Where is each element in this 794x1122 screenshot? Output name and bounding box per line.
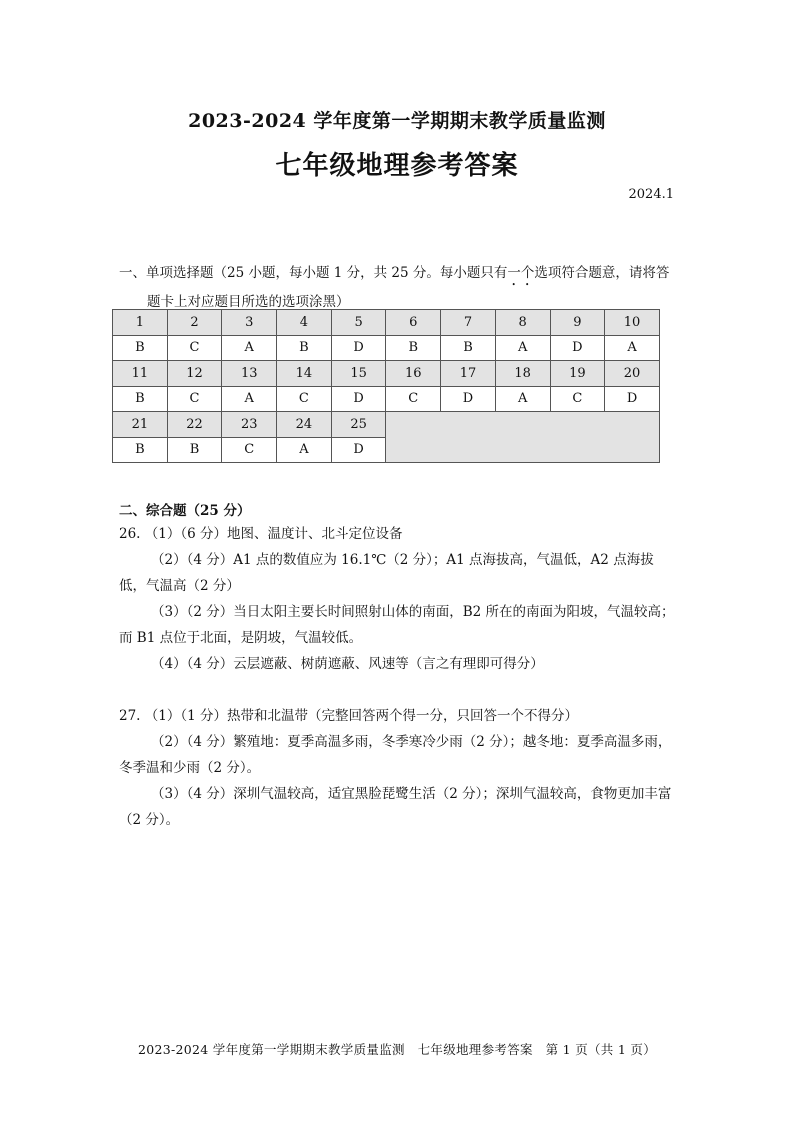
answer-cell: C [386, 386, 441, 412]
question-number-cell: 20 [605, 361, 660, 387]
answer-table [112, 309, 660, 463]
answer-cell: B [386, 335, 441, 361]
answer-cell: A [495, 335, 550, 361]
question-number-cell: 4 [277, 310, 332, 336]
q27-part1: 27. （1）（1 分）热带和北温带（完整回答两个得一分，只回答一个不得分） [119, 708, 578, 724]
question-number-row [113, 412, 660, 438]
question-number-cell: 5 [331, 310, 386, 336]
answer-key-title: 七年级地理参考答案 [275, 151, 519, 181]
exam-title: 2023-2024 学年度第一学期期末教学质量监测 [188, 110, 606, 132]
section2-heading: 二、综合题（25 分） [119, 503, 251, 519]
empty-cell [386, 412, 659, 463]
question-27 [119, 703, 679, 833]
answer-cell: B [113, 437, 168, 463]
q27-part2: （2）（4 分）繁殖地：夏季高温多雨，冬季寒冷少雨（2 分）；越冬地：夏季高温多雨，冬季温和少雨（2 分）。 [119, 734, 672, 776]
question-number-cell: 7 [441, 310, 496, 336]
answer-cell: D [331, 335, 386, 361]
answer-cell: A [222, 386, 277, 412]
section1-heading [119, 260, 679, 316]
q27-part3: （3）（4 分）深圳气温较高，适宜黑脸琵鹭生活（2 分）；深圳气温较高，食物更加丰富（2 分）。 [119, 786, 672, 828]
page-footer: 2023-2024 学年度第一学期期末教学质量监测 七年级地理参考答案 第 1 页（共 1 页） [137, 1042, 657, 1057]
answer-cell: D [550, 335, 605, 361]
question-number-cell: 18 [495, 361, 550, 387]
question-number-cell: 19 [550, 361, 605, 387]
answer-row [113, 335, 660, 361]
answer-cell: C [167, 386, 222, 412]
question-number-cell: 17 [441, 361, 496, 387]
question-number-row [113, 310, 660, 336]
answer-cell: B [113, 335, 168, 361]
answer-cell: B [167, 437, 222, 463]
q26-part2: （2）（4 分）A1 点的数值应为 16.1℃（2 分）；A1 点海拔高，气温低，A2 点海拔低，气温高（2 分） [119, 552, 654, 594]
question-number-cell: 15 [331, 361, 386, 387]
question-number-cell: 3 [222, 310, 277, 336]
answer-row [113, 386, 660, 412]
question-number-cell: 24 [277, 412, 332, 438]
answer-cell: C [550, 386, 605, 412]
section1-heading-line1: 一、单项选择题（25 小题，每小题 1 分，共 25 分。每小题只有一个选项符合题意，请将答 [119, 265, 670, 281]
question-number-cell: 6 [386, 310, 441, 336]
answer-cell: A [277, 437, 332, 463]
question-number-cell: 14 [277, 361, 332, 387]
answer-cell: A [605, 335, 660, 361]
answer-cell: C [167, 335, 222, 361]
emphasis-text: 一个 [507, 265, 535, 281]
answer-cell: D [331, 437, 386, 463]
answer-cell: D [331, 386, 386, 412]
answer-cell: A [222, 335, 277, 361]
q26-part4: （4）（4 分）云层遮蔽、树荫遮蔽、风速等（言之有理即可得分） [151, 656, 544, 672]
question-number-cell: 13 [222, 361, 277, 387]
answer-cell: D [441, 386, 496, 412]
answer-cell: B [441, 335, 496, 361]
answer-cell: C [277, 386, 332, 412]
date: 2024.1 [628, 187, 674, 202]
answer-cell: B [277, 335, 332, 361]
question-number-cell: 11 [113, 361, 168, 387]
answer-cell: A [495, 386, 550, 412]
question-26 [119, 521, 679, 677]
answer-cell: C [222, 437, 277, 463]
question-number-cell: 2 [167, 310, 222, 336]
question-number-cell: 8 [495, 310, 550, 336]
question-number-cell: 23 [222, 412, 277, 438]
answer-cell: B [113, 386, 168, 412]
question-number-cell: 12 [167, 361, 222, 387]
question-number-cell: 9 [550, 310, 605, 336]
section1-heading-line2: 题卡上对应题目所选的选项涂黑） [147, 294, 350, 310]
question-number-row [113, 361, 660, 387]
q26-part3: （3）（2 分）当日太阳主要长时间照射山体的南面，B2 所在的南面为阳坡，气温较高；而 B1 点位于北面，是阴坡，气温较低。 [119, 604, 675, 646]
question-number-cell: 1 [113, 310, 168, 336]
q26-part1: 26. （1）（6 分）地图、温度计、北斗定位设备 [119, 526, 403, 542]
question-number-cell: 10 [605, 310, 660, 336]
question-number-cell: 16 [386, 361, 441, 387]
answer-cell: D [605, 386, 660, 412]
question-number-cell: 21 [113, 412, 168, 438]
question-number-cell: 25 [331, 412, 386, 438]
question-number-cell: 22 [167, 412, 222, 438]
